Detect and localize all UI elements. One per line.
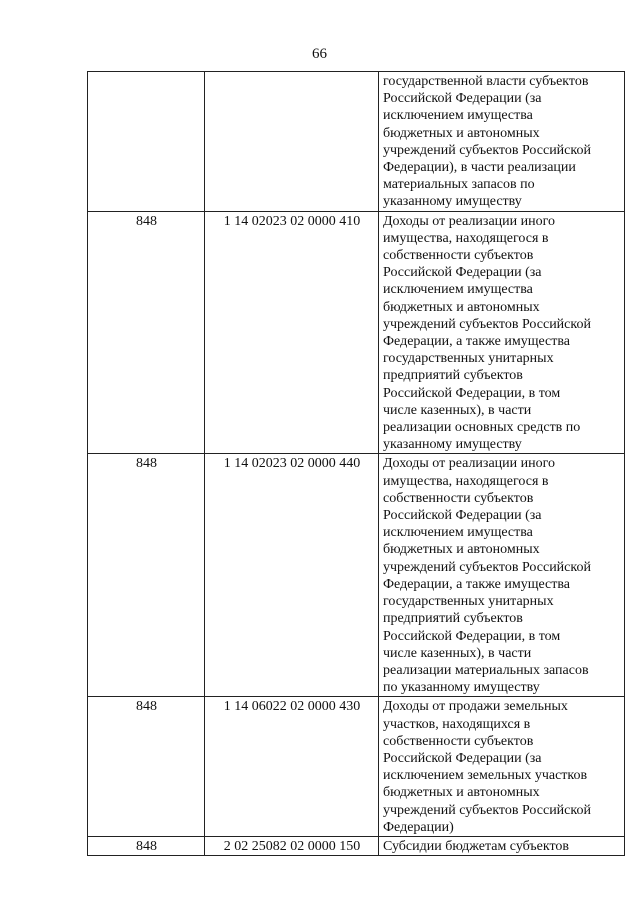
description-line: Доходы от реализации иного (383, 213, 556, 229)
admin-code-cell: 848 (88, 697, 205, 837)
admin-code-cell: 848 (88, 454, 205, 697)
budget-classification-table (87, 71, 625, 856)
description-line: бюджетных и автономных (383, 542, 540, 558)
description-line: реализации материальных запасов (383, 662, 589, 678)
description-line: государственных унитарных (383, 351, 554, 367)
description-line: Федерации, а также имущества (383, 334, 571, 350)
description-cell (379, 697, 625, 837)
classification-code-cell: 1 14 02023 02 0000 410 (205, 211, 379, 454)
admin-code-cell: 848 (88, 211, 205, 454)
description-line: Доходы от реализации иного (383, 456, 556, 472)
description-line: Российской Федерации (за (383, 91, 542, 107)
description-line: учреждений субъектов Российской (383, 142, 591, 158)
description-line: Российской Федерации (за (383, 508, 542, 524)
table-body (88, 72, 625, 856)
description-cell (379, 454, 625, 697)
description-line: государственных унитарных (383, 594, 554, 610)
classification-code-cell: 1 14 02023 02 0000 440 (205, 454, 379, 697)
description-line: числе казенных), в части (383, 645, 532, 661)
description-line: материальных запасов по (383, 177, 535, 193)
admin-code-cell (88, 72, 205, 212)
description-line: Федерации, а также имущества (383, 576, 571, 592)
description-line: Федерации) (383, 819, 454, 835)
description-line: собственности субъектов (383, 490, 534, 506)
description-line: государственной власти субъектов (383, 74, 589, 89)
description-line: числе казенных), в части (383, 402, 532, 418)
classification-code-cell: 1 14 06022 02 0000 430 (205, 697, 379, 837)
description-line: Федерации), в части реализации (383, 160, 576, 176)
table-row (88, 454, 625, 697)
description-cell (379, 211, 625, 454)
description-line: бюджетных и автономных (383, 785, 540, 801)
description-line: Российской Федерации (за (383, 265, 542, 281)
description-line: указанному имуществу (383, 194, 522, 210)
description-line: Российской Федерации, в том (383, 385, 561, 401)
description-line: Российской Федерации, в том (383, 628, 561, 644)
description-line: имущества, находящегося в (383, 230, 549, 246)
description-line: исключением имущества (383, 282, 533, 298)
description-line: предприятий субъектов (383, 368, 523, 384)
table-row (88, 211, 625, 454)
description-line: по указанному имуществу (383, 680, 540, 696)
description-cell (379, 836, 625, 855)
table-row (88, 697, 625, 837)
description-line: бюджетных и автономных (383, 299, 540, 315)
description-line: учреждений субъектов Российской (383, 802, 591, 818)
description-line: Субсидии бюджетам субъектов (383, 838, 570, 854)
table-row (88, 836, 625, 855)
description-line: указанному имуществу (383, 437, 522, 453)
description-line: имущества, находящегося в (383, 473, 549, 489)
description-line: предприятий субъектов (383, 611, 523, 627)
description-line: исключением имущества (383, 525, 533, 541)
description-line: собственности субъектов (383, 248, 534, 264)
description-line: исключением имущества (383, 108, 533, 124)
classification-code-cell (205, 72, 379, 212)
description-line: учреждений субъектов Российской (383, 559, 591, 575)
description-line: собственности субъектов (383, 733, 534, 749)
description-line: Российской Федерации (за (383, 750, 542, 766)
description-line: исключением земельных участков (383, 768, 588, 784)
classification-code-cell: 2 02 25082 02 0000 150 (205, 836, 379, 855)
description-line: Доходы от продажи земельных (383, 699, 568, 715)
description-line: учреждений субъектов Российской (383, 316, 591, 332)
description-line: реализации основных средств по (383, 420, 581, 436)
page-number: 66 (312, 46, 327, 62)
description-cell (379, 72, 625, 212)
description-line: участков, находящихся в (383, 716, 531, 732)
description-line: бюджетных и автономных (383, 125, 540, 141)
admin-code-cell: 848 (88, 836, 205, 855)
table-row (88, 72, 625, 212)
